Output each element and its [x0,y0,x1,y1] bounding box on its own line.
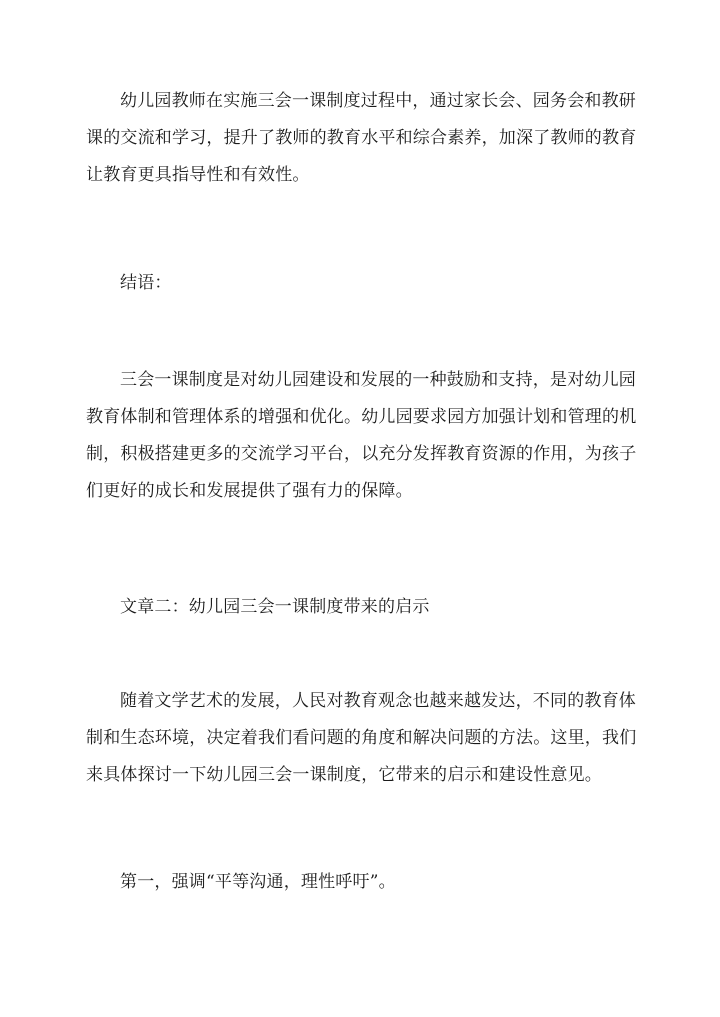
paragraph-conclusion-body [86,362,646,510]
text-line: 制和生态环境，决定着我们看问题的角度和解决问题的方法。这里，我们 [86,728,637,748]
paragraph-article-two-intro [86,683,646,794]
text-line: 教育体制和管理体系的增强和优化。幼儿园要求园方加强计划和管理的机 [86,407,637,427]
text-line: 文章二：幼儿园三会一课制度带来的启示 [120,597,430,617]
heading-conclusion [86,265,646,302]
text-line: 幼儿园教师在实施三会一课制度过程中，通过家长会、园务会和教研 [120,91,636,111]
text-line: 课的交流和学习，提升了教师的教育水平和综合素养，加深了教师的教育 [86,128,637,148]
text-line: 们更好的成长和发展提供了强有力的保障。 [86,481,413,501]
text-line: 让教育更具指导性和有效性。 [86,165,310,185]
paragraph-point-one [86,864,646,901]
text-line: 第一，强调“平等沟通，理性呼吁”。 [120,872,396,892]
text-line: 制，积极搭建更多的交流学习平台，以充分发挥教育资源的作用，为孩子 [86,444,637,464]
paragraph-teacher-implementation [86,83,646,194]
text-line: 三会一课制度是对幼儿园建设和发展的一种鼓励和支持，是对幼儿园 [120,370,636,390]
text-line: 来具体探讨一下幼儿园三会一课制度，它带来的启示和建设性意见。 [86,765,602,785]
heading-article-two [86,589,646,626]
text-line: 结语： [120,273,172,293]
text-line: 随着文学艺术的发展，人民对教育观念也越来越发达，不同的教育体 [120,691,636,711]
